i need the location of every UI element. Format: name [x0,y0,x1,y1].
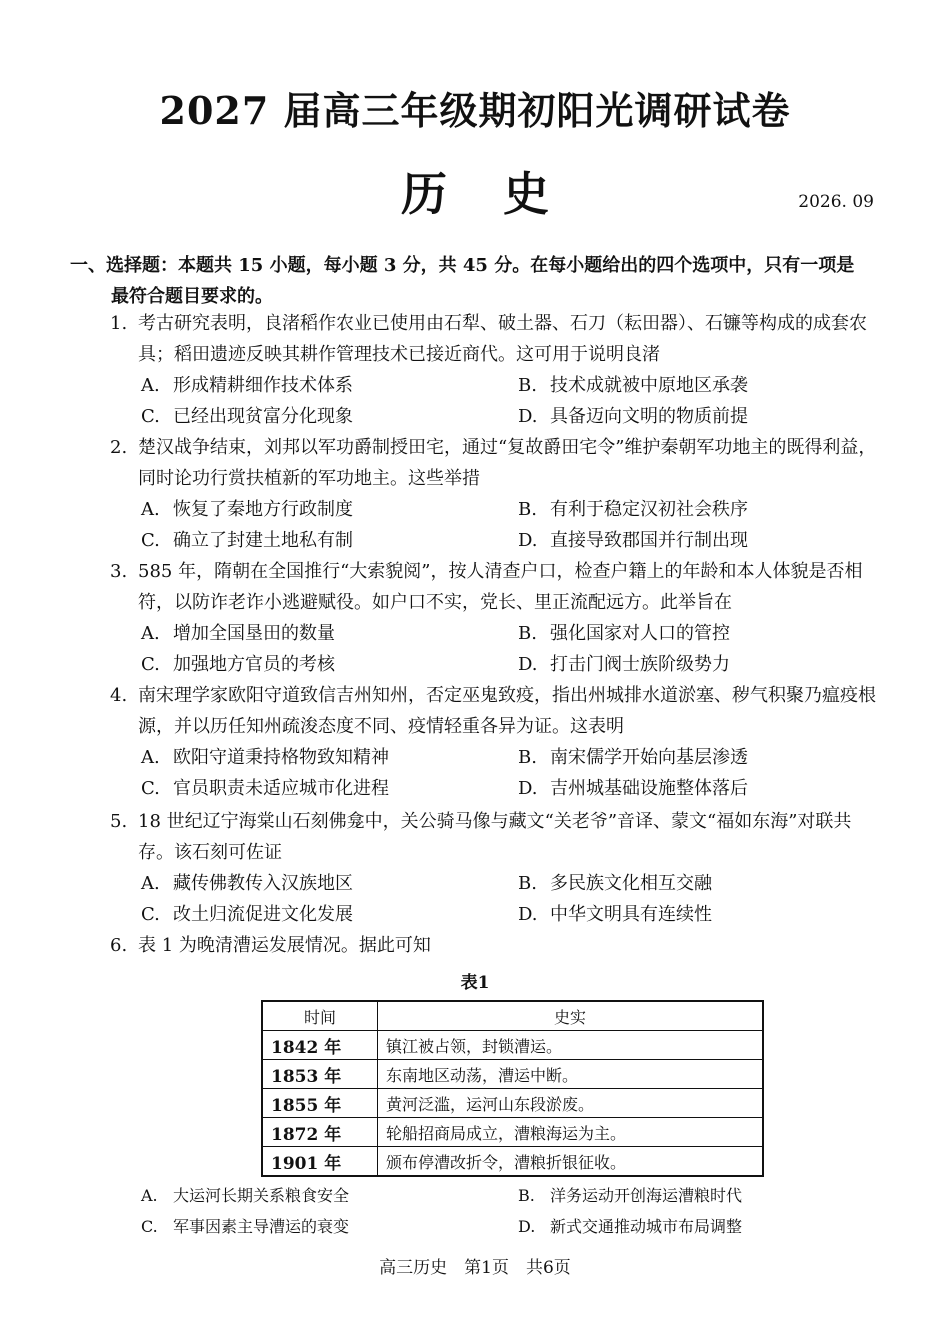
question-number: 2. [110,437,128,458]
option-a: A. 增加全国垦田的数量 [141,623,335,644]
question-3 [108,556,883,680]
question-stem: 楚汉战争结束，刘邦以军功爵制授田宅，通过“复故爵田宅令”维护秦朝军功地主的既得利益，同时论功行赏扶植新的军功地主。这些举措 [138,437,877,489]
table-header-row [262,1001,763,1031]
options [108,494,883,556]
section-instruction-line1: 选择题：本题共 15 小题，每小题 3 分，共 45 分。在每小题给出的四个选项中，只有一项是 [106,255,855,276]
question-1 [108,308,883,432]
table-row [262,1118,763,1147]
option-d: D. 打击门阀士族阶级势力 [518,654,730,675]
option-a: A. 形成精耕细作技术体系 [141,375,353,396]
history-table [261,1000,764,1177]
subject-title: 历史 [401,167,605,221]
question-4 [108,680,883,804]
table-row [262,1060,763,1089]
option-a: A. 恢复了秦地方行政制度 [141,499,353,520]
table-cell-fact: 黄河泛滥，运河山东段淤废。 [378,1089,764,1118]
question-6 [108,930,883,961]
table-header-time: 时间 [262,1001,378,1031]
option-b: B. 洋务运动开创海运漕粮时代 [518,1186,743,1205]
table-row [262,1089,763,1118]
table-cell-time: 1872 年 [262,1118,378,1147]
options [108,742,883,804]
table-row [262,1147,763,1177]
option-a: A. 藏传佛教传入汉族地区 [141,873,353,894]
question-number: 1. [110,313,128,334]
question-number: 6. [110,935,128,956]
question-stem: 表 1 为晚清漕运发展情况。据此可知 [138,935,431,956]
exam-date: 2026. 09 [798,192,874,212]
option-c: C. 加强地方官员的考核 [141,654,335,675]
question-6-options [108,1183,883,1245]
option-b: B. 技术成就被中原地区承袭 [518,375,748,396]
option-b: B. 强化国家对人口的管控 [518,623,730,644]
option-c: C. 军事因素主导漕运的衰变 [141,1217,350,1236]
question-stem: 585 年，隋朝在全国推行“大索貌阅”，按人清查户口，检查户籍上的年龄和本人体貌是否相符，以防诈老诈小逃避赋役。如户口不实，党长、里正流配远方。此举旨在 [138,561,863,613]
table-cell-fact: 东南地区动荡，漕运中断。 [378,1060,764,1089]
question-number: 3. [110,561,128,582]
question-2 [108,432,883,556]
option-b: B. 有利于稳定汉初社会秩序 [518,499,748,520]
table-cell-time: 1853 年 [262,1060,378,1089]
section-number: 一、 [70,255,106,276]
section-heading [70,250,882,312]
option-b: B. 南宋儒学开始向基层渗透 [518,747,748,768]
option-d: D. 直接导致郡国并行制出现 [518,530,748,551]
option-c: C. 改土归流促进文化发展 [141,904,353,925]
question-stem: 南宋理学家欧阳守道致信吉州知州，否定巫鬼致疫，指出州城排水道淤塞、秽气积聚乃瘟疫根源，并以历任知州疏浚态度不同、疫情轻重各异为证。这表明 [138,685,876,737]
option-d: D. 中华文明具有连续性 [518,904,712,925]
option-c: C. 确立了封建土地私有制 [141,530,353,551]
option-c: C. 已经出现贫富分化现象 [141,406,353,427]
table-cell-fact: 轮船招商局成立，漕粮海运为主。 [378,1118,764,1147]
question-stem: 考古研究表明，良渚稻作农业已使用由石犁、破土器、石刀（耘田器）、石镰等构成的成套农具；稻田遗迹反映其耕作管理技术已接近商代。这可用于说明良渚 [138,313,867,365]
table-cell-time: 1901 年 [262,1147,378,1177]
options [108,618,883,680]
exam-title: 2027 届高三年级期初阳光调研试卷 [159,88,791,133]
table-cell-fact: 颁布停漕改折令，漕粮折银征收。 [378,1147,764,1177]
question-number: 5. [110,811,128,832]
question-5 [108,806,883,930]
option-c: C. 官员职责未适应城市化进程 [141,778,389,799]
options [108,868,883,930]
table-row [262,1031,763,1060]
options [108,370,883,432]
section-instruction-line2: 最符合题目要求的。 [111,286,273,307]
page-footer: 高三历史 第1页 共6页 [379,1258,571,1278]
option-d: D. 具备迈向文明的物质前提 [518,406,748,427]
question-number: 4. [110,685,128,706]
option-a: A. 欧阳守道秉持格物致知精神 [141,747,389,768]
option-a: A. 大运河长期关系粮食安全 [141,1186,350,1205]
option-d: D. 新式交通推动城市布局调整 [518,1217,743,1236]
table-cell-time: 1855 年 [262,1089,378,1118]
table-caption: 表1 [460,973,490,993]
question-stem: 18 世纪辽宁海棠山石刻佛龛中，关公骑马像与藏文“关老爷”音译、蒙文“福如东海”对联共存。该石刻可佐证 [138,811,852,863]
table-cell-fact: 镇江被占领，封锁漕运。 [378,1031,764,1060]
option-d: D. 吉州城基础设施整体落后 [518,778,748,799]
option-b: B. 多民族文化相互交融 [518,873,712,894]
table-cell-time: 1842 年 [262,1031,378,1060]
table-header-fact: 史实 [378,1001,764,1031]
